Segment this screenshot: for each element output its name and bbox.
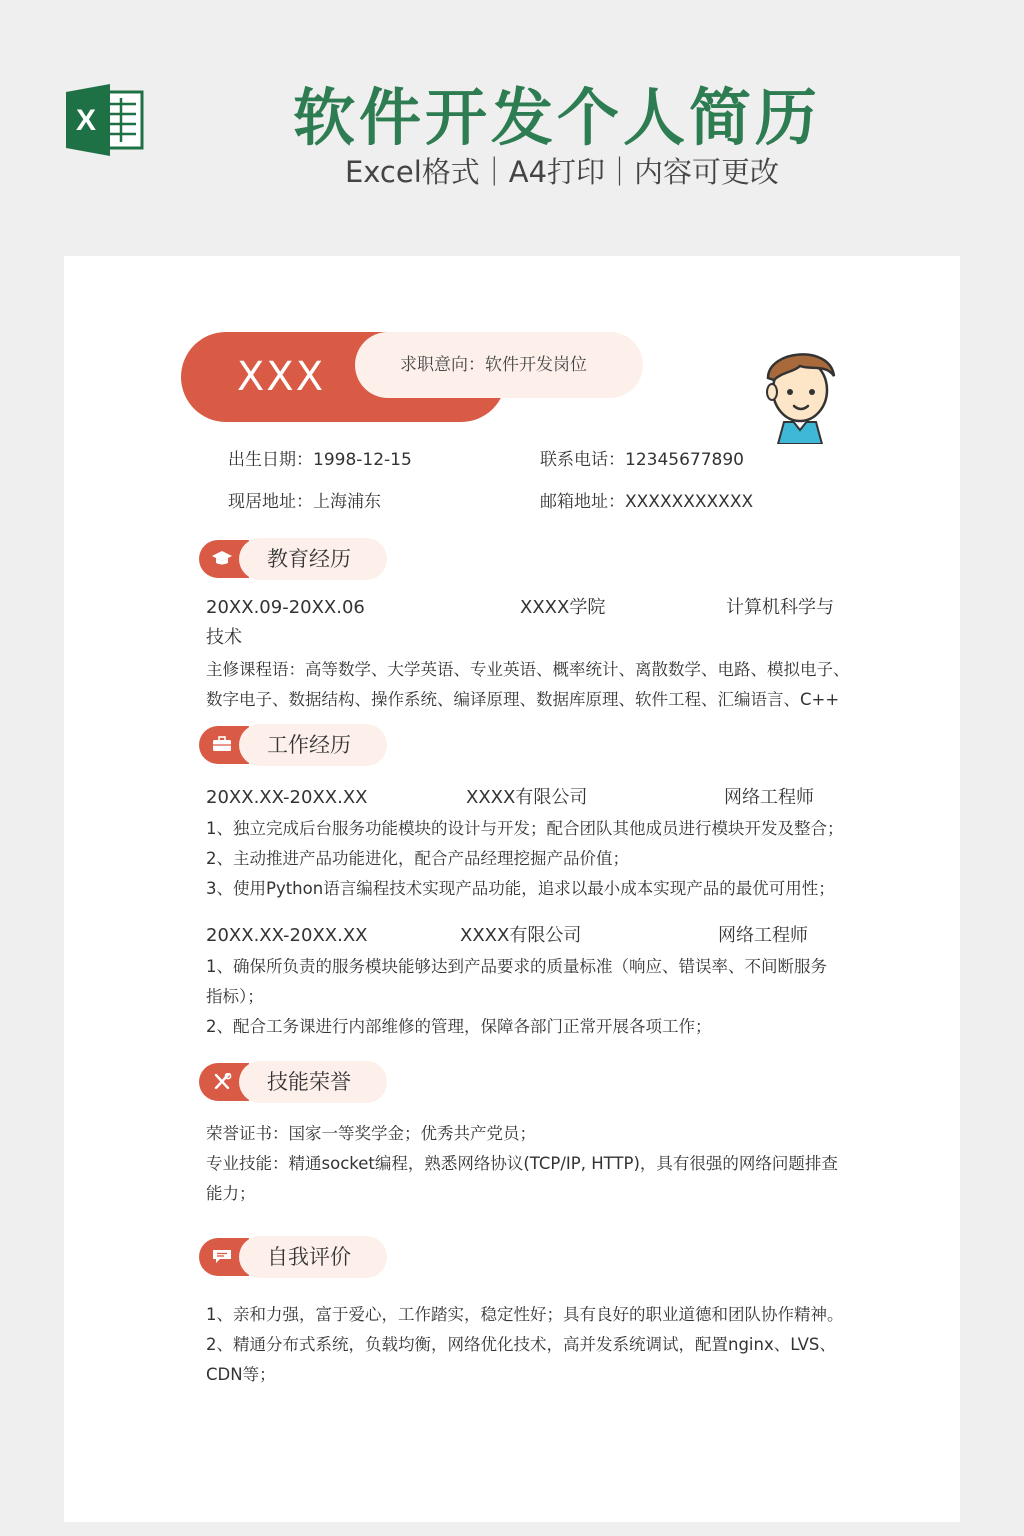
avatar-icon xyxy=(760,340,840,444)
section-title: 技能荣誉 xyxy=(239,1061,387,1103)
skills-line: 荣誉证书：国家一等奖学金；优秀共产党员； xyxy=(206,1124,536,1143)
chat-icon xyxy=(211,1248,233,1264)
graduation-cap-icon xyxy=(211,550,233,566)
home-address: 现居地址：上海浦东 xyxy=(228,492,381,512)
email-address: 邮箱地址：XXXXXXXXXXX xyxy=(540,492,754,512)
self-eval-line: CDN等； xyxy=(206,1365,276,1384)
job-role: 网络工程师 xyxy=(718,925,808,946)
section-header-skills xyxy=(199,1061,389,1103)
section-header-education xyxy=(199,538,389,580)
section-title: 工作经历 xyxy=(239,724,387,766)
excel-logo-letter: X xyxy=(75,104,97,137)
job-intent: 求职意向：软件开发岗位 xyxy=(355,332,643,398)
briefcase-icon xyxy=(211,736,233,752)
job-role: 网络工程师 xyxy=(724,787,814,808)
job-duty: 指标）； xyxy=(206,987,264,1006)
job-duty: 3、使用Python语言编程技术实现产品功能，追求以最小成本实现产品的最优可用性； xyxy=(206,879,835,898)
job-period: 20XX.XX-20XX.XX xyxy=(206,787,368,808)
section-title: 教育经历 xyxy=(239,538,387,580)
tools-icon xyxy=(211,1073,233,1089)
edu-major: 计算机科学与 xyxy=(726,597,834,618)
edu-school: XXXX学院 xyxy=(520,597,606,618)
job-company: XXXX有限公司 xyxy=(460,925,582,946)
edu-courses-cont: 数字电子、数据结构、操作系统、编译原理、数据库原理、软件工程、汇编语言、C++ xyxy=(206,690,840,709)
birth-date: 出生日期：1998-12-15 xyxy=(228,450,412,470)
job-duty: 1、确保所负责的服务模块能够达到产品要求的质量标准（响应、错误率、不间断服务 xyxy=(206,957,827,976)
job-company: XXXX有限公司 xyxy=(466,787,588,808)
edu-major-cont: 技术 xyxy=(206,627,242,648)
self-eval-line: 1、亲和力强，富于爱心，工作踏实，稳定性好；具有良好的职业道德和团队协作精神。 xyxy=(206,1305,844,1324)
section-header-self-eval xyxy=(199,1236,389,1278)
section-title: 自我评价 xyxy=(239,1236,387,1278)
phone-number: 联系电话：12345677890 xyxy=(540,450,744,470)
skills-line: 专业技能：精通socket编程，熟悉网络协议(TCP/IP, HTTP)，具有很强的网络问题排查 xyxy=(206,1154,838,1173)
skills-line: 能力； xyxy=(206,1184,256,1203)
edu-courses: 主修课程语：高等数学、大学英语、专业英语、概率统计、离散数学、电路、模拟电子、 xyxy=(206,660,850,679)
edu-period: 20XX.09-20XX.06 xyxy=(206,597,365,618)
page-title: 软件开发个人简历 xyxy=(292,81,821,154)
job-duty: 1、独立完成后台服务功能模块的设计与开发；配合团队其他成员进行模块开发及整合； xyxy=(206,819,844,838)
page-subtitle: Excel格式｜A4打印｜内容可更改 xyxy=(344,155,780,189)
job-period: 20XX.XX-20XX.XX xyxy=(206,925,368,946)
job-duty: 2、主动推进产品功能进化，配合产品经理挖掘产品价值； xyxy=(206,849,629,868)
self-eval-line: 2、精通分布式系统，负载均衡，网络优化技术，高并发系统调试，配置nginx、LVS、 xyxy=(206,1335,836,1354)
candidate-name: XXX xyxy=(236,354,326,400)
section-header-work xyxy=(199,724,389,766)
job-duty: 2、配合工务课进行内部维修的管理，保障各部门正常开展各项工作； xyxy=(206,1017,712,1036)
